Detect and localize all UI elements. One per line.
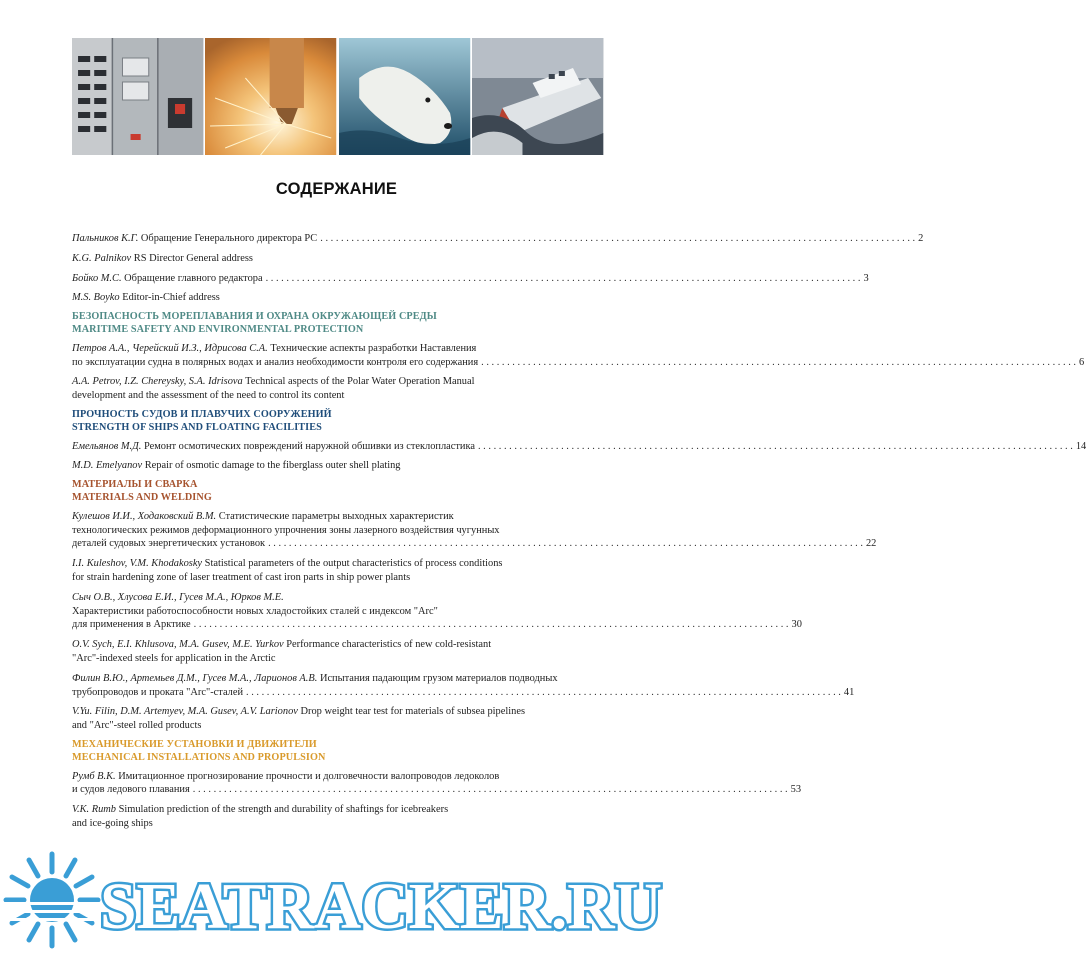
toc-entry-rumb-en[interactable]: [72, 803, 603, 831]
entry-authors: M.D. Emelyanov: [72, 460, 143, 472]
entry-title-line-1: Statistical parameters of the output characteristics of process conditions: [204, 558, 503, 570]
section-heading-ru: МЕХАНИЧЕСКИЕ УСТАНОВКИ И ДВИЖИТЕЛИ: [72, 738, 317, 750]
page-number: 6: [1079, 356, 1085, 368]
entry-authors: I.I. Kuleshov, V.M. Khodakosky: [72, 558, 203, 570]
toc-entry-sych-en[interactable]: [72, 638, 603, 666]
dot-leader: [193, 783, 788, 797]
dot-leader: [268, 537, 863, 551]
photo-polar-bear: [339, 38, 470, 155]
entry-title-line-2: for strain hardening zone of laser treatment of cast iron parts in ship power plants: [72, 571, 411, 583]
table-of-contents: [72, 232, 1086, 837]
entry-authors: Кулешов И.И., Ходаковский В.М.: [72, 510, 217, 522]
page-title: СОДЕРЖАНИЕ: [275, 180, 398, 198]
entry-title: Editor-in-Chief address: [122, 292, 220, 304]
entry-title: Repair of osmotic damage to the fiberglass outer shell plating: [144, 460, 401, 472]
toc-entry-filin-en[interactable]: [72, 705, 603, 733]
entry-title-line-2: development and the assessment of the need to control its content: [72, 390, 345, 402]
section-heading-en: MARITIME SAFETY AND ENVIRONMENTAL PROTECTION: [72, 323, 364, 335]
toc-entry-kuleshov[interactable]: [72, 510, 877, 551]
toc-entry-rumb[interactable]: [72, 770, 802, 798]
entry-title-line-1: Simulation prediction of the strength and durability of shaftings for icebreakers: [118, 804, 449, 816]
sun-logo-icon: [2, 854, 102, 946]
section-heading-mechanical-installations: [72, 739, 603, 765]
entry-authors: O.V. Sych, E.I. Khlusova, M.A. Gusev, M.E. Yurkov: [72, 639, 284, 651]
toc-entry-petrov[interactable]: [72, 342, 1085, 370]
entry-authors: Петров А.А., Черейский И.З., Идрисова С.А.: [72, 342, 268, 354]
entry-authors: Сыч О.В., Хлусова Е.И., Гусев М.А., Юрков М.Е.: [72, 591, 284, 603]
section-heading-en: MECHANICAL INSTALLATIONS AND PROPULSION: [72, 751, 326, 763]
toc-entry-emelyanov[interactable]: [72, 440, 1086, 454]
photo-laser-sparks: [205, 38, 336, 155]
section-heading-maritime-safety: [72, 311, 603, 337]
entry-title: Обращение Генерального директора РС: [140, 233, 318, 244]
entry-title-line-2: по эксплуатации судна в полярных водах и анализ необходимости контроля его содержания: [72, 356, 479, 368]
entry-authors: Пальников К.Г.: [72, 233, 139, 244]
toc-entry-boyko[interactable]: [72, 272, 869, 286]
section-heading-en: STRENGTH OF SHIPS AND FLOATING FACILITIES: [72, 421, 322, 433]
entry-title: Обращение главного редактора: [124, 272, 263, 284]
section-heading-ru: ПРОЧНОСТЬ СУДОВ И ПЛАВУЧИХ СООРУЖЕНИЙ: [72, 408, 332, 420]
page-number: 30: [791, 619, 802, 631]
dot-leader: [481, 356, 1076, 370]
toc-entry-filin[interactable]: [72, 672, 855, 700]
entry-title-line-3: деталей судовых энергетических установок: [72, 538, 266, 550]
entry-title-line-1: Performance characteristics of new cold-resistant: [286, 639, 492, 651]
toc-entry-emelyanov-en[interactable]: [72, 459, 603, 473]
entry-title-line-2: трубопроводов и проката "Arc"-сталей: [72, 686, 244, 698]
dot-leader: [266, 272, 861, 286]
entry-title-line-2: and "Arc"-steel rolled products: [72, 720, 202, 732]
section-heading-ru: БЕЗОПАСНОСТЬ МОРЕПЛАВАНИЯ И ОХРАНА ОКРУЖАЮЩЕЙ СРЕДЫ: [72, 311, 437, 323]
entry-authors: M.S. Boyko: [72, 292, 120, 304]
page-number: 53: [790, 784, 802, 796]
page-number: 3: [863, 272, 869, 284]
dot-leader: [246, 686, 841, 700]
section-heading-ru: МАТЕРИАЛЫ И СВАРКА: [72, 479, 198, 491]
section-heading-ship-strength: [72, 409, 603, 435]
toc-entry-palnikov-en[interactable]: [72, 252, 603, 266]
toc-entry-petrov-en[interactable]: [72, 375, 603, 403]
photo-ship-in-storm: [472, 38, 603, 155]
page-number: 41: [843, 686, 855, 698]
entry-authors: V.Yu. Filin, D.M. Artemyev, M.A. Gusev, A.V. Larionov: [72, 706, 298, 718]
toc-entry-kuleshov-en[interactable]: [72, 557, 603, 585]
entry-title-line-2: для применения в Арктике: [72, 619, 191, 631]
entry-title-line-1: Drop weight tear test for materials of subsea pipelines: [300, 706, 525, 718]
toc-entry-boyko-en[interactable]: [72, 291, 603, 305]
entry-title-line-1: Испытания падающим грузом материалов подводных: [319, 672, 558, 684]
entry-authors: Бойко М.С.: [72, 272, 122, 284]
entry-authors: Румб В.К.: [72, 770, 116, 782]
photo-electrical-switchboard: [72, 38, 203, 155]
dot-leader: [194, 618, 789, 632]
page-number: 22: [865, 538, 877, 550]
entry-authors: V.K. Rumb: [72, 804, 116, 816]
page-number: 2: [918, 233, 924, 244]
entry-title-line-2: технологических режимов деформационного упрочнения зоны лазерного воздействия чугунных: [72, 524, 500, 536]
header-photo-strip: [72, 38, 603, 155]
entry-authors: Емельянов М.Д.: [72, 440, 142, 452]
entry-title: Ремонт осмотических повреждений наружной обшивки из стеклопластика: [143, 440, 475, 452]
toc-entry-sych[interactable]: [72, 591, 802, 632]
toc-entry-palnikov[interactable]: [72, 232, 924, 246]
entry-authors: K.G. Palnikov: [72, 252, 132, 264]
entry-title-line-1: Имитационное прогнозирование прочности и долговечности валопроводов ледоколов: [118, 770, 500, 782]
entry-title-line-1: Technical aspects of the Polar Water Operation Manual: [245, 376, 475, 388]
entry-title-line-1: Характеристики работоспособности новых хладостойких сталей с индексом "Arc": [72, 605, 438, 617]
entry-title-line-2: "Arc"-indexed steels for application in the Arctic: [72, 652, 276, 664]
entry-authors: Филин В.Ю., Артемьев Д.М., Гусев М.А., Ларионов А.В.: [72, 672, 318, 684]
section-heading-en: MATERIALS AND WELDING: [72, 491, 212, 503]
watermark-text: SEATRACKER.RU: [100, 870, 662, 943]
watermark-banner: [0, 850, 673, 950]
entry-title-line-1: Технические аспекты разработки Наставления: [270, 342, 477, 354]
entry-title-line-2: и судов ледового плавания: [72, 784, 190, 796]
section-heading-materials-welding: [72, 479, 603, 505]
page-number: 14: [1075, 440, 1086, 452]
entry-title-line-1: Статистические параметры выходных характеристик: [218, 510, 454, 522]
dot-leader: [478, 440, 1073, 454]
entry-title: RS Director General address: [133, 252, 253, 264]
entry-title-line-2: and ice-going ships: [72, 817, 153, 829]
dot-leader: [320, 232, 915, 246]
entry-authors: A.A. Petrov, I.Z. Chereysky, S.A. Idrisova: [72, 376, 243, 388]
